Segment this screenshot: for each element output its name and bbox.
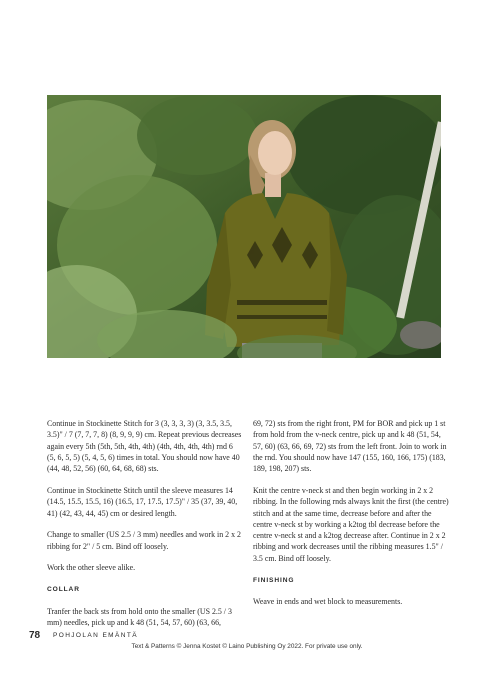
right-column	[253, 418, 449, 618]
instruction-paragraph: Continue in Stockinette Stitch until the sleeve measures 14 (14.5, 15.5, 15.5, 16) (16.5, 17, 17.5, 17.5)" / 35 (37, 39, 40, 41) (42, 43, 44, 45) cm or desired length.	[47, 485, 238, 518]
instruction-paragraph: 69, 72) sts from the right front, PM for BOR and pick up 1 st from hold from the v-neck centre, pick up and k 48 (51, 54, 57, 60) (63, 66, 69, 72) sts from the left front. Join to work in the rnd. You should now have 147 (155, 160, 166, 175) (183, 189, 198, 207) sts.	[253, 419, 447, 474]
photo-knitwear-model-icon	[47, 95, 441, 358]
copyright-notice: Text & Patterns © Jenna Kostet © Laino Publishing Oy 2022. For private use only.	[131, 643, 363, 650]
book-title: POHJOLAN EMÄNTÄ	[53, 632, 138, 639]
instruction-paragraph: Work the other sleeve alike.	[47, 563, 136, 573]
left-column	[47, 418, 243, 639]
instruction-paragraph: Tranfer the back sts from hold onto the smaller (US 2.5 / 3 mm) needles, pick up and k 48 (51, 54, 57, 60) (63, 66,	[47, 606, 232, 627]
section-heading-collar: COLLAR	[47, 586, 80, 594]
instruction-paragraph: Continue in Stockinette Stitch for 3 (3, 3, 3, 3) (3, 3.5, 3.5, 3.5)" / 7 (7, 7, 7, 8) (8, 9, 9, 9) cm. Repeat previous decreases again every 5th (5th, 5th, 4th, 4th) (4th, 4th, 4th, 4th) rnd 6 (5, 6, 5, 5) (5, 4, 5, 6) times in total. You should now have 40 (44, 48, 52, 56) (60, 64, 68, 68) sts.	[47, 419, 242, 474]
instruction-paragraph: Weave in ends and wet block to measurements.	[253, 596, 403, 606]
pattern-photo	[47, 95, 441, 358]
instruction-paragraph: Knit the centre v-neck st and then begin working in 2 x 2 ribbing. In the following rnds always knit the first (the centre) stitch and at the same time, decrease before and after the centre v-neck st by working a k2tog tbl decrease before the centre v-neck st and a k2tog decrease after. Continue in 2 x 2 ribbing and work decreases until the ribbing measures 1.5" / 3.5 cm. Bind off loosely.	[253, 485, 449, 563]
page-number: 78	[29, 630, 41, 641]
section-heading-finishing: FINISHING	[253, 576, 295, 584]
instruction-paragraph: Change to smaller (US 2.5 / 3 mm) needles and work in 2 x 2 ribbing for 2" / 5 cm. Bind off loosely.	[47, 530, 241, 551]
